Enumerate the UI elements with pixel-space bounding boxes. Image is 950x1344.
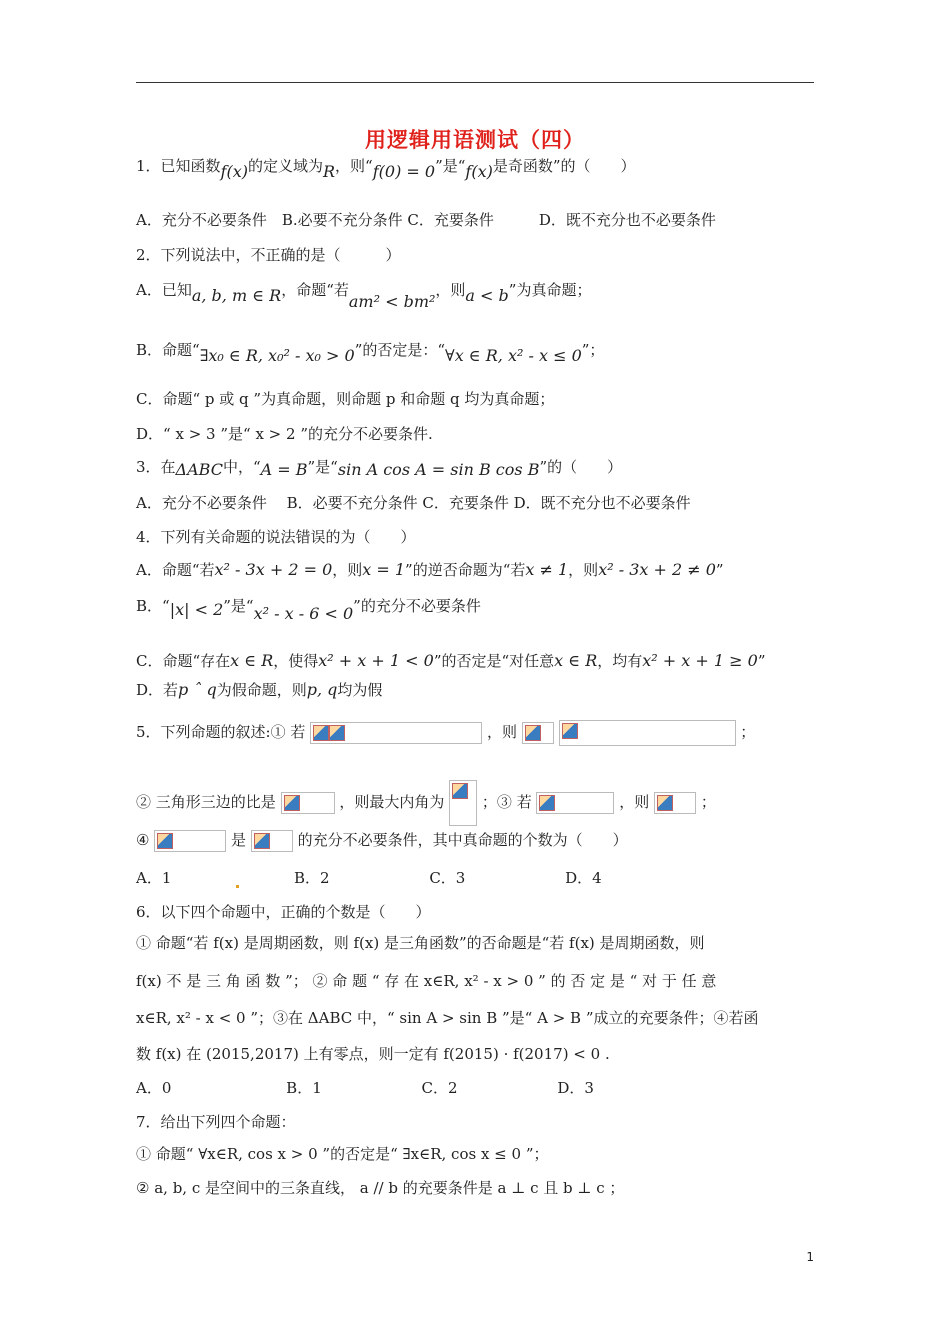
question-6-line-1: ① 命题“若 f(x) 是周期函数，则 f(x) 是三角函数”的否命题是“若 f(x) 是周期函数，则 <box>136 934 705 952</box>
broken-image-icon <box>154 830 226 852</box>
question-6-line-4: 数 f(x) 在 (2015,2017) 上有零点，则一定有 f(2015) · f(2017) < 0 . <box>136 1045 610 1063</box>
question-3-stem: 3．在ΔABC中，“A = B”是“sin A cos A = sin B cos B”的（ ） <box>136 458 623 479</box>
question-5-options: A．1 B．2 C．3 D．4 <box>136 869 602 887</box>
question-6-line-3: x∈R, x² - x < 0 ”；③在 ΔABC 中，“ sin A > sin B ”是“ A > B ”成立的充要条件；④若函 <box>136 1009 759 1027</box>
broken-image-icon <box>654 792 696 814</box>
page-title: 用逻辑用语测试（四） <box>365 127 585 152</box>
question-4-option-c: C．命题“存在x ∈ R，使得x² + x + 1 < 0”的否定是“对任意x ∈ R，均有x² + x + 1 ≥ 0” <box>136 651 766 670</box>
question-7-stem: 7．给出下列四个命题： <box>136 1113 296 1131</box>
broken-image-icon <box>536 792 614 814</box>
stray-dot <box>236 885 239 888</box>
broken-image-icon <box>559 720 736 746</box>
question-2-option-b: B．命题“∃x₀ ∈ R, x₀² - x₀ > 0”的否定是：“∀x ∈ R, x² - x ≤ 0”； <box>136 341 605 365</box>
question-1-options: A．充分不必要条件 B.必要不充分条件 C．充要条件 D．既不充分也不必要条件 <box>136 211 716 229</box>
question-7-item-2: ② a, b, c 是空间中的三条直线， a // b 的充要条件是 a ⊥ c 且 b ⊥ c ； <box>136 1179 625 1197</box>
question-4-option-a: A．命题“若x² - 3x + 2 = 0，则x = 1”的逆否命题为“若x ≠ 1，则x² - 3x + 2 ≠ 0” <box>136 560 724 579</box>
page-number: 1 <box>806 1250 814 1264</box>
broken-image-icon <box>449 780 477 826</box>
question-4-option-d: D．若p ˆ q为假命题，则p, q均为假 <box>136 680 383 699</box>
question-3-options: A．充分不必要条件 B．必要不充分条件 C．充要条件 D．既不充分也不必要条件 <box>136 494 691 512</box>
broken-image-icon <box>281 792 335 814</box>
question-6-stem: 6．以下四个命题中，正确的个数是（ ） <box>136 903 431 921</box>
question-6-line-2: f(x) 不 是 三 角 函 数 ”； ② 命 题 “ 存 在 x∈R, x² - x > 0 ” 的 否 定 是 “ 对 于 任 意 <box>136 972 717 990</box>
top-rule <box>136 82 814 83</box>
broken-image-icon <box>310 722 482 744</box>
question-4-option-b: B．“|x| < 2”是“x² - x - 6 < 0”的充分不必要条件 <box>136 597 481 623</box>
question-2-stem: 2．下列说法中，不正确的是（ ） <box>136 246 401 264</box>
question-2-option-a: A．已知a, b, m ∈ R，命题“若am² < bm²，则a < b”为真命题； <box>136 281 592 311</box>
question-5-line-3: ④ 是 的充分不必要条件，其中真命题的个数为（ ） <box>136 830 628 852</box>
question-5-line-1: 5．下列命题的叙述:① 若 ，则 ； <box>136 720 755 746</box>
question-5-line-2: ② 三角形三边的比是 ，则最大内角为 ；③ 若 ，则 ； <box>136 780 716 826</box>
question-2-option-d: D．“ x > 3 ”是“ x > 2 ”的充分不必要条件. <box>136 425 433 443</box>
question-2-option-c: C．命题“ p 或 q ”为真命题，则命题 p 和命题 q 均为真命题； <box>136 390 555 408</box>
question-1-stem: 1．已知函数f(x)的定义域为R，则“f(0) = 0”是“f(x)是奇函数”的（ ） <box>136 157 636 181</box>
broken-image-icon <box>251 830 293 852</box>
question-7-item-1: ① 命题“ ∀x∈R, cos x > 0 ”的否定是“ ∃x∈R, cos x ≤ 0 ”； <box>136 1145 549 1163</box>
question-6-options: A．0 B．1 C．2 D．3 <box>136 1079 594 1097</box>
question-4-stem: 4．下列有关命题的说法错误的为（ ） <box>136 528 416 546</box>
broken-image-icon <box>522 722 554 744</box>
